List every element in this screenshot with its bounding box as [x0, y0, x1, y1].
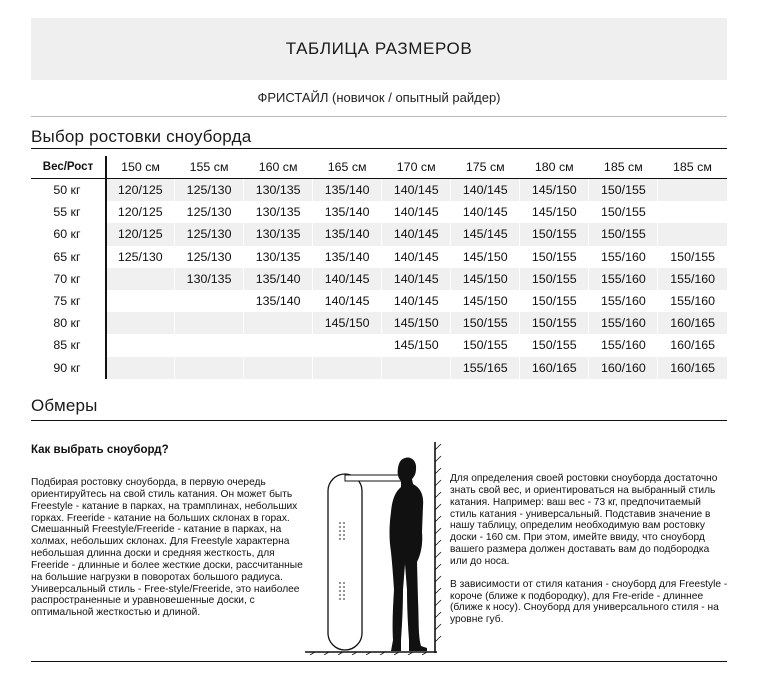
size-cell: 155/160: [589, 312, 658, 334]
size-cell: 145/150: [382, 312, 451, 334]
size-table-header: [32, 156, 728, 179]
height-header: 160 см: [244, 156, 313, 179]
size-cell: 145/150: [451, 290, 520, 312]
size-cell: 155/165: [451, 357, 520, 379]
person-with-snowboard-illustration: [305, 440, 445, 655]
size-cell: [658, 223, 727, 245]
size-cell: 135/140: [244, 268, 313, 290]
size-cell: 135/140: [313, 201, 382, 223]
table-row: [32, 179, 728, 202]
weight-label: 75 кг: [32, 290, 106, 312]
size-cell: 160/165: [658, 312, 727, 334]
weight-label: 55 кг: [32, 201, 106, 223]
height-header: 180 см: [520, 156, 589, 179]
size-cell: 150/155: [520, 246, 589, 268]
bottom-rule: [31, 661, 727, 662]
measure-section-title: Обмеры: [31, 396, 98, 415]
size-cell: 125/130: [106, 246, 175, 268]
section-rule: [31, 148, 727, 149]
page-title: ТАБЛИЦА РАЗМЕРОВ: [285, 39, 473, 58]
table-row: [32, 246, 728, 268]
size-cell: 155/160: [589, 334, 658, 356]
table-row: [32, 201, 728, 223]
size-cell: 130/135: [244, 179, 313, 202]
size-cell: [175, 357, 244, 379]
size-cell: 155/160: [589, 268, 658, 290]
size-cell: 140/145: [382, 223, 451, 245]
size-cell: 120/125: [106, 223, 175, 245]
page-subtitle: ФРИСТАЙЛ (новичок / опытный райдер): [257, 90, 501, 105]
size-cell: 145/150: [382, 334, 451, 356]
size-cell: [106, 357, 175, 379]
size-cell: 140/145: [451, 201, 520, 223]
size-table: [31, 156, 727, 379]
size-cell: [658, 201, 727, 223]
section-rule: [31, 420, 727, 421]
table-row: [32, 334, 728, 356]
height-header: 150 см: [106, 156, 175, 179]
weight-label: 80 кг: [32, 312, 106, 334]
size-cell: 160/160: [589, 357, 658, 379]
height-header: 185 см: [658, 156, 727, 179]
table-row: [32, 290, 728, 312]
size-cell: 150/155: [520, 312, 589, 334]
size-cell: [244, 312, 313, 334]
size-cell: [658, 179, 727, 202]
size-cell: 130/135: [175, 268, 244, 290]
size-cell: 135/140: [313, 223, 382, 245]
size-cell: [106, 268, 175, 290]
header-banner: [31, 18, 727, 80]
size-cell: 150/155: [520, 268, 589, 290]
table-row: [32, 268, 728, 290]
size-cell: [175, 334, 244, 356]
table-row: [32, 357, 728, 379]
size-cell: 125/130: [175, 179, 244, 202]
howto-title: Как выбрать сноуборд?: [31, 444, 169, 456]
size-cell: 150/155: [589, 223, 658, 245]
size-cell: 160/165: [658, 357, 727, 379]
size-cell: 150/155: [658, 246, 727, 268]
size-cell: [175, 290, 244, 312]
instruction-paragraph: Для определения своей ростовки сноуборда достаточно знать свой вес, и ориентироваться на выбранный стиль катания. Например: ваш вес - 73 кг, предпочитаемый стиль катания - универсальный. Подставив значение в нашу таблицу, определим необходимую вам ростовку доски - 160 см. При этом, имейте ввиду, что сноуборд вашего размера должен доставать вам до подбородка или до носа.: [450, 473, 718, 567]
weight-label: 85 кг: [32, 334, 106, 356]
size-instructions: [450, 473, 728, 637]
size-cell: 155/160: [589, 246, 658, 268]
size-cell: 150/155: [589, 201, 658, 223]
size-cell: 135/140: [313, 179, 382, 202]
size-cell: 120/125: [106, 179, 175, 202]
table-row: [32, 312, 728, 334]
size-cell: 140/145: [382, 290, 451, 312]
weight-label: 90 кг: [32, 357, 106, 379]
size-cell: 150/155: [520, 290, 589, 312]
size-cell: 150/155: [520, 223, 589, 245]
size-cell: 155/160: [658, 290, 727, 312]
size-cell: 150/155: [451, 312, 520, 334]
size-cell: [106, 334, 175, 356]
size-cell: 145/150: [520, 179, 589, 202]
size-cell: 155/160: [658, 268, 727, 290]
divider: [31, 116, 727, 117]
size-cell: [175, 312, 244, 334]
size-section-title: Выбор ростовки сноуборда: [31, 127, 252, 146]
size-cell: [313, 334, 382, 356]
size-cell: 140/145: [313, 290, 382, 312]
weight-label: 60 кг: [32, 223, 106, 245]
style-description: Подбирая ростовку сноуборда, в первую очередь ориентируйтесь на свой стиль катания. Он может быть Freestyle - катание в парках, на трамплинах, небольших горках. Freeride - катание на больших склонах в горах. Смешанный Freestyle/Freeride - катание в парках, на холмах, небольших склонах. Для Freestyle характерна небольшая длинна доски и средняя жесткость, для Freeride - длинные и более жесткие доски, рассчитанные на большие нагрузки в поворотах большого радиуса. Универсальный стиль - Free-style/Freeride, это наиболее распространенные и уравновешенные доски, с оптимальной жесткостью и длиной.: [31, 477, 303, 619]
size-cell: 130/135: [244, 223, 313, 245]
weight-label: 70 кг: [32, 268, 106, 290]
size-cell: 135/140: [313, 246, 382, 268]
size-cell: 145/150: [313, 312, 382, 334]
size-cell: 150/155: [520, 334, 589, 356]
size-cell: 145/150: [520, 201, 589, 223]
wall-hatching: [435, 444, 441, 642]
size-table-body: [32, 179, 728, 379]
size-cell: 120/125: [106, 201, 175, 223]
instruction-paragraph: В зависимости от стиля катания - сноуборд для Freestyle - короче (ближе к подбородку), для Fre-eride - длиннее (ближе к носу). Сноуборд для универсального стиля - на уровне губ.: [450, 578, 728, 626]
size-cell: 145/145: [451, 223, 520, 245]
size-cell: 145/150: [451, 268, 520, 290]
size-cell: 130/135: [244, 246, 313, 268]
size-cell: 125/130: [175, 223, 244, 245]
size-cell: [313, 357, 382, 379]
size-cell: 125/130: [175, 246, 244, 268]
size-cell: 140/145: [382, 268, 451, 290]
size-cell: 150/155: [589, 179, 658, 202]
size-cell: [382, 357, 451, 379]
height-header: 155 см: [175, 156, 244, 179]
height-header: 175 см: [451, 156, 520, 179]
size-cell: 140/145: [382, 179, 451, 202]
size-cell: 140/145: [382, 246, 451, 268]
weight-label: 65 кг: [32, 246, 106, 268]
corner-label: Вес/Рост: [32, 156, 106, 179]
size-cell: 125/130: [175, 201, 244, 223]
height-header: 165 см: [313, 156, 382, 179]
size-cell: 160/165: [520, 357, 589, 379]
size-cell: 130/135: [244, 201, 313, 223]
snowboard-shape: [328, 474, 362, 650]
size-cell: [106, 290, 175, 312]
size-cell: 155/160: [589, 290, 658, 312]
table-row: [32, 223, 728, 245]
height-header: 170 см: [382, 156, 451, 179]
size-cell: 135/140: [244, 290, 313, 312]
size-cell: 140/145: [313, 268, 382, 290]
size-cell: [244, 334, 313, 356]
size-cell: 160/165: [658, 334, 727, 356]
measuring-bar: [345, 475, 407, 481]
weight-label: 50 кг: [32, 179, 106, 202]
height-header: 185 см: [589, 156, 658, 179]
size-cell: 140/145: [451, 179, 520, 202]
size-cell: [106, 312, 175, 334]
size-cell: 140/145: [382, 201, 451, 223]
person-silhouette: [390, 458, 428, 651]
size-cell: [244, 357, 313, 379]
size-cell: 150/155: [451, 334, 520, 356]
size-cell: 145/150: [451, 246, 520, 268]
